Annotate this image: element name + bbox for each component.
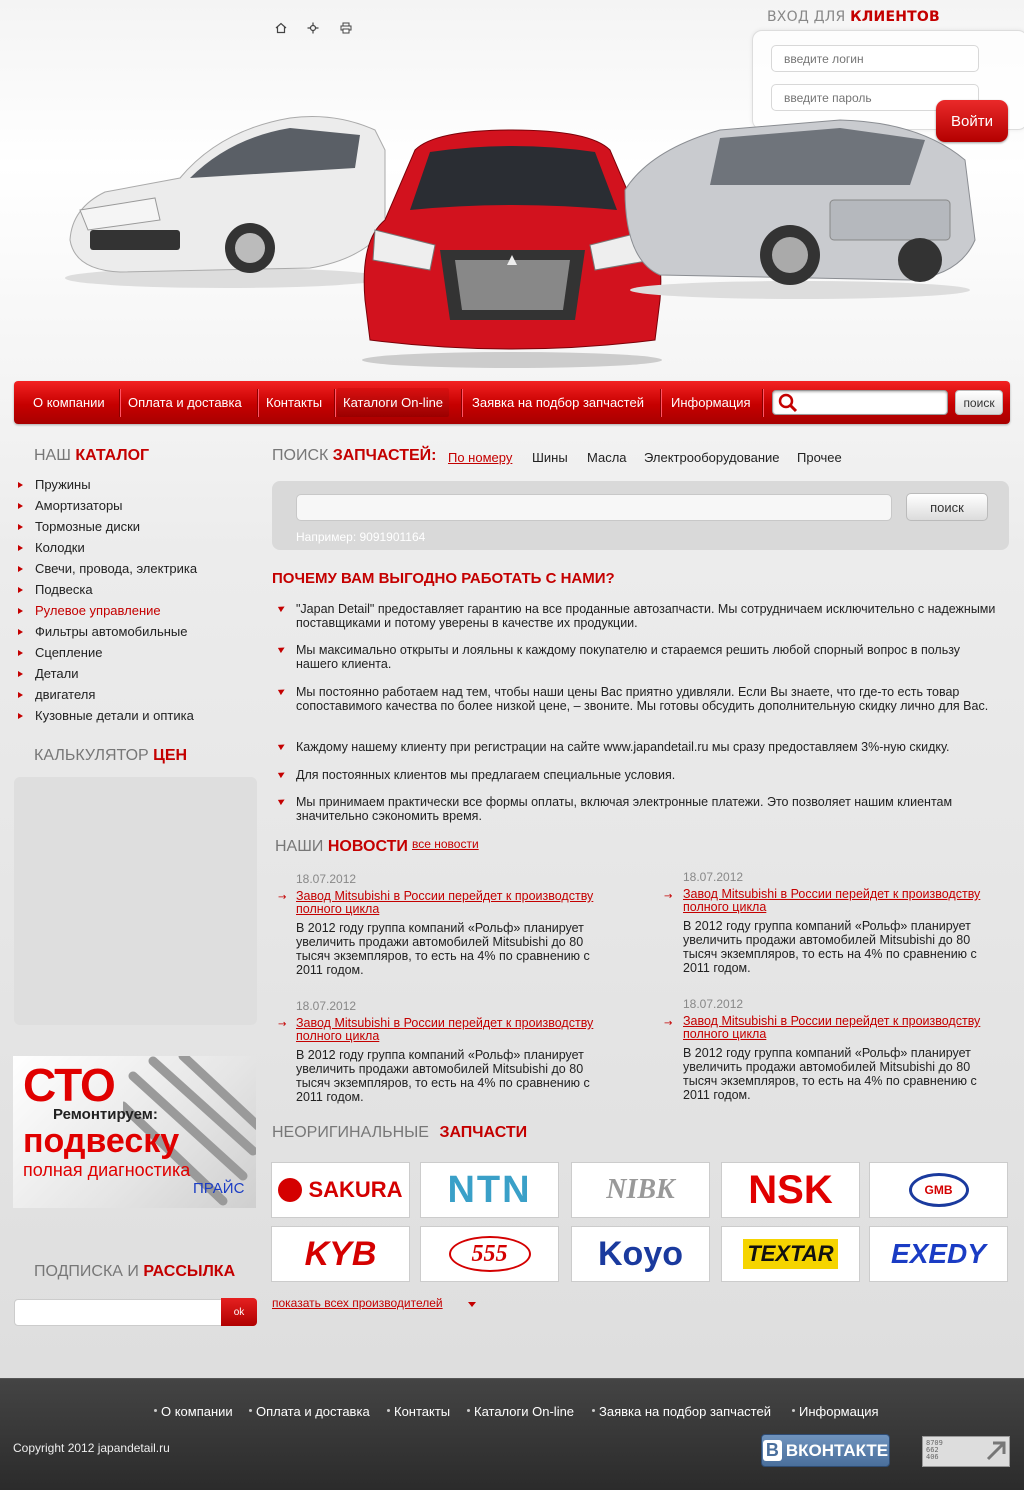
login-input[interactable]: [771, 45, 979, 72]
banner-diagnostics: полная диагностика: [23, 1160, 191, 1180]
banner-service: подвеску: [23, 1122, 180, 1160]
news-link[interactable]: Завод Mitsubishi в России перейдет к производству полного цикла: [296, 1016, 594, 1043]
brand-exedy[interactable]: [869, 1226, 1008, 1282]
bullet-icon: [467, 1409, 470, 1412]
bullet-icon: [18, 503, 23, 509]
brand-sakura[interactable]: [271, 1162, 410, 1218]
print-icon[interactable]: [338, 22, 354, 38]
home-icon[interactable]: [273, 22, 289, 38]
nav-search-input[interactable]: [772, 390, 948, 415]
bullet-icon: [387, 1409, 390, 1412]
footer-link-contacts[interactable]: Контакты: [394, 1404, 451, 1419]
car-image-silver-sedan: [60, 90, 390, 290]
why-item: Мы принимаем практически все формы оплаты, включая электронные платежи. Это позволяет нашим клиентам значительно сэкономить время.: [296, 795, 953, 823]
nav-item-catalogs[interactable]: Каталоги On-line: [337, 388, 449, 417]
footer-link-request[interactable]: Заявка на подбор запчастей: [599, 1404, 771, 1419]
subscribe-email-input[interactable]: [14, 1299, 222, 1326]
news-date: 18.07.2012: [683, 870, 744, 884]
catalog-item-electrics[interactable]: Свечи, провода, электрика: [35, 561, 198, 576]
nav-separator: [334, 389, 335, 417]
arrow-up-right-icon: [985, 1440, 1007, 1462]
price-calculator[interactable]: [14, 777, 257, 1025]
catalog-item-springs[interactable]: Пружины: [35, 477, 91, 492]
copyright: Copyright 2012 japandetail.ru: [13, 1441, 170, 1455]
brand-label: TEXTAR: [743, 1239, 837, 1269]
bullet-icon: [18, 566, 23, 572]
bullet-icon: [18, 671, 23, 677]
bullet-icon: [18, 482, 23, 488]
brand-nibk[interactable]: [571, 1162, 710, 1218]
brand-label: NIBK: [606, 1174, 675, 1205]
footer-link-payment[interactable]: Оплата и доставка: [256, 1404, 370, 1419]
visit-counter[interactable]: [922, 1436, 1010, 1467]
brand-gmb[interactable]: [869, 1162, 1008, 1218]
catalog-item-details[interactable]: Детали: [35, 666, 79, 681]
news-text: В 2012 году группа компаний «Рольф» планирует увеличить продажи автомобилей Mitsubishi до 80 тысяч экземпляров, то есть на 4% по сравнению с 2011 годом.: [296, 921, 590, 977]
brand-555[interactable]: [420, 1226, 559, 1282]
counter-value: 8709: [926, 1439, 943, 1447]
catalog-item-steering[interactable]: Рулевое управление: [35, 603, 161, 618]
brand-label: EXEDY: [891, 1238, 986, 1269]
brand-label: GMB: [909, 1173, 969, 1207]
brand-textar[interactable]: [721, 1226, 860, 1282]
counter-value: 406: [926, 1453, 939, 1461]
vk-badge[interactable]: [761, 1434, 890, 1467]
news-link[interactable]: Завод Mitsubishi в России перейдет к производству полного цикла: [683, 887, 981, 914]
why-item: Мы постоянно работаем над тем, чтобы наши цены Вас приятно удивляли. Если Вы знаете, что где-то есть товар сопоставимого качества по более низкой цене, – звоните. Мы готовы обсудить дополнительную скидку лично для Вас.: [296, 685, 989, 713]
brand-label: NTN: [447, 1168, 532, 1211]
bullet-icon: [18, 629, 23, 635]
arrow-right-icon: →: [664, 1018, 673, 1029]
catalog-item-filters[interactable]: Фильтры автомобильные: [35, 624, 188, 639]
footer-link-catalogs[interactable]: Каталоги On-line: [474, 1404, 575, 1419]
catalog-item-clutch[interactable]: Сцепление: [35, 645, 103, 660]
brand-ntn[interactable]: [420, 1162, 559, 1218]
news-date: 18.07.2012: [296, 999, 357, 1013]
news-link[interactable]: Завод Mitsubishi в России перейдет к производству полного цикла: [296, 889, 594, 916]
bullet-icon: [18, 545, 23, 551]
bullet-icon: [592, 1409, 595, 1412]
part-search-button[interactable]: поиск: [906, 493, 988, 521]
news-text: В 2012 году группа компаний «Рольф» планирует увеличить продажи автомобилей Mitsubishi до 80 тысяч экземпляров, то есть на 4% по сравнению с 2011 годом.: [683, 919, 977, 975]
search-example: Например: 9091901164: [296, 530, 426, 544]
catalog-item-pads[interactable]: Колодки: [35, 540, 85, 555]
parts-search-title: ПОИСК ЗАПЧАСТЕЙ:: [272, 447, 437, 464]
news-text: В 2012 году группа компаний «Рольф» планирует увеличить продажи автомобилей Mitsubishi до 80 тысяч экземпляров, то есть на 4% по сравнению с 2011 годом.: [296, 1048, 590, 1104]
all-news-link[interactable]: все новости: [412, 837, 479, 851]
footer-link-info[interactable]: Информация: [799, 1404, 879, 1419]
counter-value: 662: [926, 1446, 939, 1454]
brand-label: SAKURA: [308, 1177, 403, 1202]
subscribe-title: ПОДПИСКА И РАССЫЛКА: [34, 1263, 236, 1280]
news-date: 18.07.2012: [296, 872, 357, 886]
brand-label: KYB: [304, 1234, 377, 1273]
news-text: В 2012 году группа компаний «Рольф» планирует увеличить продажи автомобилей Mitsubishi до 80 тысяч экземпляров, то есть на 4% по сравнению с 2011 годом.: [683, 1046, 977, 1102]
bullet-icon: [18, 692, 23, 698]
part-number-input[interactable]: [296, 494, 892, 521]
nav-item-request[interactable]: Заявка на подбор запчастей: [472, 395, 644, 410]
arrow-right-icon: →: [278, 1019, 287, 1030]
news-title: НАШИ НОВОСТИ: [275, 838, 408, 855]
search-icon: [778, 393, 798, 413]
nav-item-company[interactable]: О компании: [33, 395, 105, 410]
login-title: ВХОД ДЛЯ КЛИЕНТОВ: [767, 9, 940, 25]
nav-separator: [257, 389, 258, 417]
sitemap-icon[interactable]: [305, 22, 321, 38]
footer-link-company[interactable]: О компании: [161, 1404, 233, 1419]
bullet-icon: [154, 1409, 157, 1412]
brand-label: Koyo: [598, 1234, 683, 1273]
bullet-icon: [792, 1409, 795, 1412]
catalog-item-shocks[interactable]: Амортизаторы: [35, 498, 123, 513]
tab-other[interactable]: Прочее: [797, 450, 842, 465]
tab-oils[interactable]: Масла: [587, 450, 627, 465]
catalog-item-suspension[interactable]: Подвеска: [35, 582, 93, 597]
nav-item-info[interactable]: Информация: [671, 395, 751, 410]
nav-item-payment[interactable]: Оплата и доставка: [128, 395, 242, 410]
nav-separator: [461, 389, 462, 417]
banner-price-link[interactable]: ПРАЙС: [193, 1180, 245, 1197]
arrow-right-icon: →: [664, 891, 673, 902]
catalog-item-body-optics[interactable]: Кузовные детали и оптика: [35, 708, 194, 723]
brand-koyo[interactable]: [571, 1226, 710, 1282]
banner-subtitle: Ремонтируем:: [53, 1106, 158, 1123]
bullet-icon: [18, 524, 23, 530]
bullet-icon: [18, 587, 23, 593]
vk-icon: В: [763, 1440, 782, 1461]
sto-banner[interactable]: [13, 1056, 256, 1208]
catalog-item-engine[interactable]: двигателя: [35, 687, 96, 702]
why-item: "Japan Detail" предоставляет гарантию на все проданные автозапчасти. Мы сотрудничаем исключительно с надежными поставщиками и потому уверены в качестве их продукции.: [296, 602, 996, 630]
brand-nsk[interactable]: [721, 1162, 860, 1218]
bullet-icon: [18, 650, 23, 656]
why-item: Для постоянных клиентов мы предлагаем специальные условия.: [296, 768, 676, 782]
sakura-logo-icon: [278, 1178, 302, 1202]
brands-title: НЕОРИГИНАЛЬНЫЕ ЗАПЧАСТИ: [272, 1124, 528, 1141]
banner-title: СТО: [23, 1059, 115, 1111]
subscribe-button[interactable]: ok: [221, 1298, 257, 1326]
nav-search-button[interactable]: поиск: [955, 390, 1003, 415]
brand-label: NSK: [748, 1167, 833, 1212]
vk-label: ВКОНТАКТЕ: [785, 1440, 889, 1460]
brand-label: 555: [449, 1236, 531, 1272]
catalog-title: НАШ КАТАЛОГ: [34, 447, 150, 464]
why-us-title: ПОЧЕМУ ВАМ ВЫГОДНО РАБОТАТЬ С НАМИ?: [272, 570, 615, 587]
nav-separator: [660, 389, 661, 417]
chevron-down-icon[interactable]: [468, 1302, 476, 1307]
catalog-item-brake-discs[interactable]: Тормозные диски: [35, 519, 141, 534]
nav-item-contacts[interactable]: Контакты: [266, 395, 323, 410]
tab-electrical[interactable]: Электрооборудование: [644, 450, 780, 465]
arrow-right-icon: →: [278, 892, 287, 903]
login-button[interactable]: Войти: [936, 100, 1008, 142]
bullet-icon: [18, 608, 23, 614]
news-date: 18.07.2012: [683, 997, 744, 1011]
show-all-brands-link[interactable]: показать всех производителей: [272, 1296, 443, 1310]
tab-tyres[interactable]: Шины: [532, 450, 568, 465]
why-item: Мы максимально открыты и лояльны к каждому покупателю и стараемся решить любой спорный вопрос в пользу нашего клиента.: [296, 643, 961, 671]
news-link[interactable]: Завод Mitsubishi в России перейдет к производству полного цикла: [683, 1014, 981, 1041]
brand-kyb[interactable]: [271, 1226, 410, 1282]
bullet-icon: [18, 713, 23, 719]
nav-separator: [119, 389, 120, 417]
nav-separator: [762, 389, 763, 417]
calculator-title: КАЛЬКУЛЯТОР ЦЕН: [34, 747, 188, 764]
car-image-grey-suv: [620, 110, 980, 300]
why-item: Каждому нашему клиенту при регистрации на сайте www.japandetail.ru мы сразу предоставляем 3%-ную скидку.: [296, 740, 950, 754]
tab-by-number[interactable]: По номеру: [448, 450, 513, 465]
bullet-icon: [249, 1409, 252, 1412]
